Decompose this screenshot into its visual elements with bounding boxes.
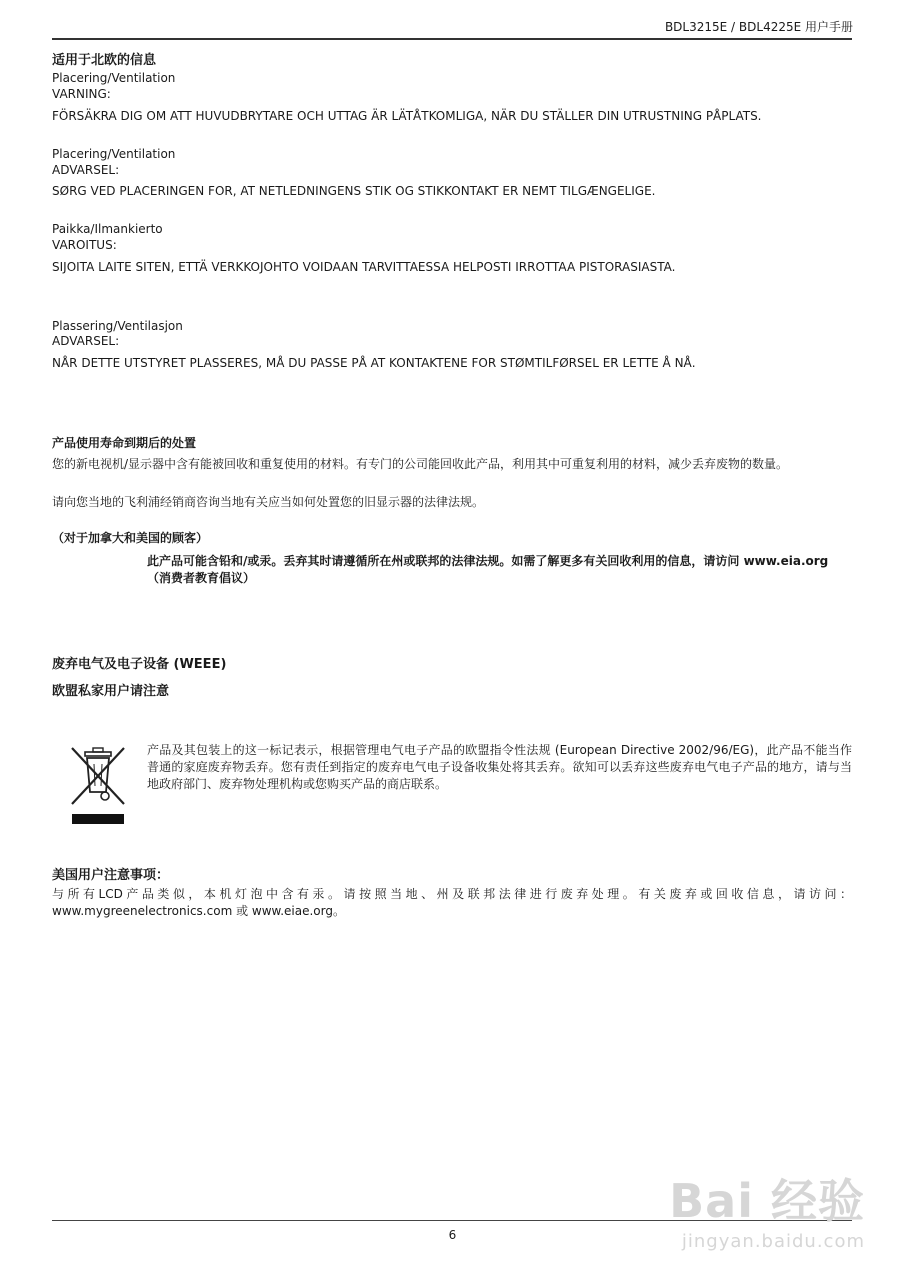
nordic-title: 适用于北欧的信息 (52, 53, 157, 68)
nordic-text-3: SIJOITA LAITE SITEN, ETTÄ VERKKOJOHTO VOIDAAN TARVITTAESSA HELPOSTI IRROTTAA PISTORASIASTA. (52, 260, 676, 274)
nordic-warning-3: VAROITUS: (52, 238, 117, 252)
canada-us-title: （对于加拿大和美国的顾客） (52, 531, 209, 545)
header-rule (52, 38, 852, 40)
watermark (669, 1165, 865, 1252)
nordic-text-2: SØRG VED PLACERINGEN FOR, AT NETLEDNINGENS STIK OG STIKKONTAKT ER NEMT TILGÆNGELIGE. (52, 184, 656, 198)
nordic-label-1: Placering/Ventilation (52, 71, 176, 85)
nordic-warning-2: ADVARSEL: (52, 163, 120, 177)
us-text: 与所有LCD产品类似，本机灯泡中含有汞。请按照当地、州及联邦法律进行废弃处理。有关废弃或回收信息，请访问：www.mygreenelectronics.com 或 www.eiae.org。 (52, 887, 852, 918)
watermark-url: jingyan.baidu.com (681, 1231, 865, 1252)
crossed-out-wheelie-bin-icon (68, 744, 128, 826)
nordic-warning-1: VARNING: (52, 87, 111, 101)
weee-text: 产品及其包装上的这一标记表示，根据管理电气电子产品的欧盟指令性法规 (European Directive 2002/96/EG)，此产品不能当作普通的家庭废弃物丢弃。您有责任到指定的废弃电气电子设备收集处将其丢弃。欲知可以丢弃这些废弃电气电子产品的地方，请与当地政府部门、废弃物处理机构或您购买产品的商店联系。 (147, 743, 852, 791)
weee-title: 废弃电气及电子设备 (WEEE) (52, 657, 227, 672)
eol-title: 产品使用寿命到期后的处置 (52, 436, 197, 450)
nordic-label-3: Paikka/Ilmankierto (52, 222, 163, 236)
page-number: 6 (448, 1228, 457, 1242)
nordic-text-1: FÖRSÄKRA DIG OM ATT HUVUDBRYTARE OCH UTTAG ÄR LÄTÅTKOMLIGA, NÄR DU STÄLLER DIN UTRUSTNING PÅPLATS. (52, 109, 762, 123)
canada-us-text: 此产品可能含铅和/或汞。丢弃其时请遵循所在州或联邦的法律法规。如需了解更多有关回收利用的信息，请访问 www.eia.org（消费者教育倡议） (147, 554, 829, 585)
nordic-label-2: Placering/Ventilation (52, 147, 176, 161)
weee-subtitle: 欧盟私家用户请注意 (52, 684, 170, 699)
nordic-label-4: Plassering/Ventilasjon (52, 319, 183, 333)
eol-paragraph-2: 请向您当地的飞利浦经销商咨询当地有关应当如何处置您的旧显示器的法律法规。 (52, 495, 485, 509)
eol-paragraph-1: 您的新电视机/显示器中含有能被回收和重复使用的材料。有专门的公司能回收此产品，利用其中可重复利用的材料，减少丢弃废物的数量。 (52, 457, 789, 471)
nordic-warning-4: ADVARSEL: (52, 334, 120, 348)
header-title: BDL3215E / BDL4225E 用户手册 (664, 20, 853, 34)
watermark-brand: Bai 经验 (669, 1174, 865, 1228)
nordic-text-4: NÅR DETTE UTSTYRET PLASSERES, MÅ DU PASSE PÅ AT KONTAKTENE FOR STØMTILFØRSEL ER LETTE Å NÅ. (52, 356, 696, 370)
us-title: 美国用户注意事项： (52, 868, 170, 883)
